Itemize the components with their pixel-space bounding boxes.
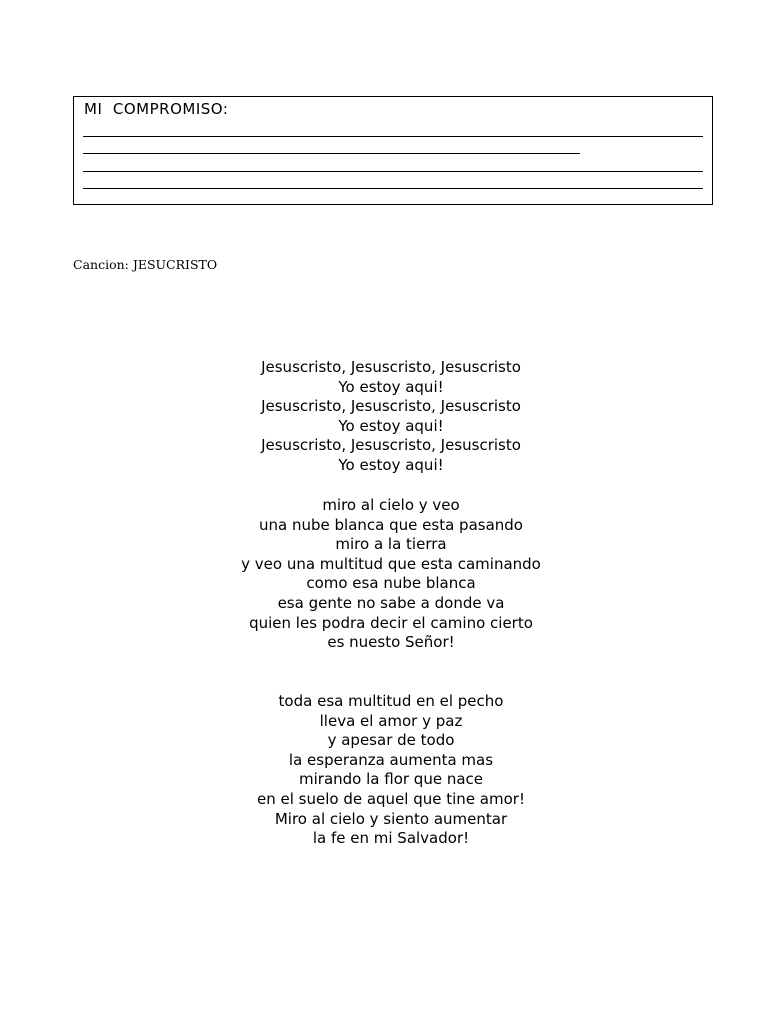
lyric-line: Jesuscristo, Jesuscristo, Jesuscristo	[261, 358, 521, 376]
lyric-line: la fe en mi Salvador!	[312, 829, 470, 848]
lyric-line: en el suelo de aquel que tine amor!	[257, 789, 525, 808]
lyric-line: lleva el amor y paz	[319, 711, 463, 730]
lyric-line: Yo estoy aqui!	[338, 416, 444, 435]
lyric-line: Yo estoy aqui!	[338, 377, 444, 396]
lyric-line: Jesuscristo, Jesuscristo, Jesuscristo	[261, 397, 521, 416]
blank-line	[83, 136, 703, 137]
song-caption: Cancion: JESUCRISTO	[73, 257, 218, 272]
lyric-line: toda esa multitud en el pecho	[278, 692, 504, 710]
commitment-title: MI COMPROMISO:	[84, 100, 229, 118]
blank-line	[83, 153, 580, 154]
lyric-line: mirando la flor que nace	[299, 770, 483, 789]
lyric-line: quien les podra decir el camino cierto	[249, 613, 533, 632]
lyric-line: Jesuscristo, Jesuscristo, Jesuscristo	[261, 436, 521, 455]
chorus	[191, 358, 591, 476]
lyric-line: la esperanza aumenta mas	[288, 750, 494, 769]
lyric-line: miro a la tierra	[335, 535, 447, 554]
lyric-line: como esa nube blanca	[306, 574, 476, 593]
lyric-line: Miro al cielo y siento aumentar	[274, 809, 508, 828]
blank-line	[83, 171, 703, 172]
lyric-line: y apesar de todo	[327, 731, 455, 750]
lyric-line: Yo estoy aqui!	[338, 455, 444, 474]
lyric-line: miro al cielo y veo	[322, 496, 460, 514]
verse-2	[191, 692, 591, 849]
lyric-line: y veo una multitud que esta caminando	[241, 554, 541, 573]
lyric-line: es nuesto Señor!	[327, 633, 455, 652]
lyric-line: esa gente no sabe a donde va	[277, 593, 505, 612]
commitment-box	[73, 96, 713, 205]
blank-line	[83, 188, 703, 189]
verse-1	[191, 496, 591, 653]
lyric-line: una nube blanca que esta pasando	[259, 515, 523, 534]
